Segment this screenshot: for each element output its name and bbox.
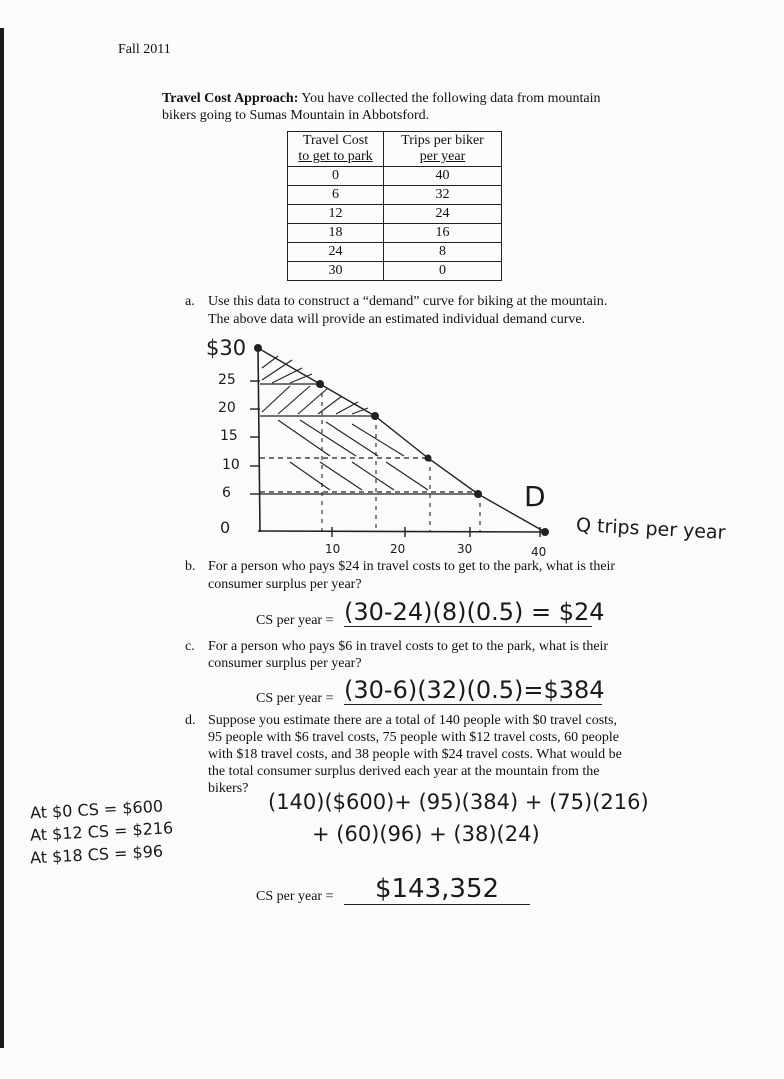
header-text: Travel Cost — [302, 133, 369, 148]
part-a-line1: Use this data to construct a “demand” curve for biking at the mountain. — [208, 294, 608, 309]
intro-line2: bikers going to Sumas Mountain in Abbotsford. — [162, 108, 430, 123]
axis-tick-marks — [250, 381, 540, 537]
table-row — [288, 167, 502, 186]
y-tick-label: 20 — [218, 400, 236, 416]
part-d-line3: with $18 travel costs, and 38 people with $24 travel costs. What would be — [208, 747, 622, 762]
margin-note: At $0 CS = $600 — [29, 796, 164, 823]
part-d-work-line2: + (60)(96) + (38)(24) — [312, 822, 540, 846]
table-cell: 0 — [288, 167, 384, 186]
table-row — [288, 262, 502, 281]
y-tick-label: 10 — [222, 457, 240, 473]
binder-edge — [0, 28, 4, 1048]
intro-paragraph — [162, 90, 682, 107]
table-cell: 8 — [384, 243, 502, 262]
intro-line1: You have collected the following data from mountain — [301, 91, 601, 106]
part-b-cs-label: CS per year = — [256, 613, 334, 628]
part-d-line5: bikers? — [208, 781, 249, 796]
x-axis-label: Q trips per year — [575, 514, 727, 544]
part-c-line1: For a person who pays $6 in travel costs to get to the park, what is their — [208, 639, 609, 654]
table-cell: 40 — [384, 167, 502, 186]
travel-cost-table — [287, 131, 502, 281]
quantity-guides — [322, 384, 480, 532]
part-b-line2: consumer surplus per year? — [208, 577, 362, 592]
margin-note: At $12 CS = $216 — [29, 818, 174, 845]
y-tick-label: 15 — [220, 428, 238, 444]
intro-title: Travel Cost Approach: — [162, 91, 299, 106]
header-text: to get to park — [298, 149, 373, 164]
part-d-cs-label: CS per year = — [256, 889, 334, 904]
part-d-line1: Suppose you estimate there are a total of 140 people with $0 travel costs, — [208, 713, 618, 728]
part-d-work-line1: (140)($600)+ (95)(384) + (75)(216) — [268, 790, 649, 814]
table-row — [288, 224, 502, 243]
y-axis — [258, 348, 260, 532]
table-row — [288, 243, 502, 262]
part-a-line2: The above data will provide an estimated individual demand curve. — [208, 312, 586, 327]
price-level-lines — [260, 384, 478, 494]
demand-points — [254, 344, 549, 536]
table-cell: 0 — [384, 262, 502, 281]
table-cell: 24 — [384, 205, 502, 224]
part-d-answer: $143,352 — [344, 874, 530, 905]
part-c-answer: (30-6)(32)(0.5)=$384 — [344, 676, 605, 704]
demand-line — [258, 348, 545, 532]
table-row — [288, 186, 502, 205]
header-text: per year — [419, 149, 466, 164]
part-d-line4: the total consumer surplus derived each year at the mountain from the — [208, 764, 600, 779]
y-axis-top-label: $30 — [206, 336, 247, 360]
x-tick-label: 10 — [325, 542, 341, 556]
table-cell: 24 — [288, 243, 384, 262]
part-a-label: a. — [185, 294, 195, 309]
table-cell: 12 — [288, 205, 384, 224]
y-tick-label: 25 — [218, 372, 236, 388]
part-b-answer: (30-24)(8)(0.5) = $24 — [344, 598, 605, 626]
y-tick-label: 0 — [220, 518, 231, 537]
x-tick-label: 20 — [390, 542, 406, 556]
cs-hatching — [262, 356, 428, 490]
header-text: Trips per biker — [401, 133, 484, 148]
table-header-travel-cost — [288, 132, 384, 167]
table-cell: 18 — [288, 224, 384, 243]
x-axis — [258, 531, 545, 532]
table-cell: 30 — [288, 262, 384, 281]
demand-label: D — [524, 480, 546, 513]
part-b-label: b. — [185, 559, 196, 574]
table-row — [288, 205, 502, 224]
table-header-trips — [384, 132, 502, 167]
part-c-line2: consumer surplus per year? — [208, 656, 362, 671]
part-d-line2: 95 people with $6 travel costs, 75 people with $12 travel costs, 60 people — [208, 730, 619, 745]
table-cell: 16 — [384, 224, 502, 243]
margin-note: At $18 CS = $96 — [29, 841, 164, 868]
part-c-label: c. — [185, 639, 195, 654]
part-b-line1: For a person who pays $24 in travel costs to get to the park, what is their — [208, 559, 616, 574]
table-cell: 6 — [288, 186, 384, 205]
page-header-term: Fall 2011 — [118, 42, 171, 57]
part-d-label: d. — [185, 713, 196, 728]
x-tick-label: 30 — [457, 542, 473, 556]
part-c-cs-label: CS per year = — [256, 691, 334, 706]
y-tick-label: 6 — [222, 485, 231, 501]
table-header-row — [288, 132, 502, 167]
table-cell: 32 — [384, 186, 502, 205]
x-tick-label: 40 — [531, 545, 547, 559]
